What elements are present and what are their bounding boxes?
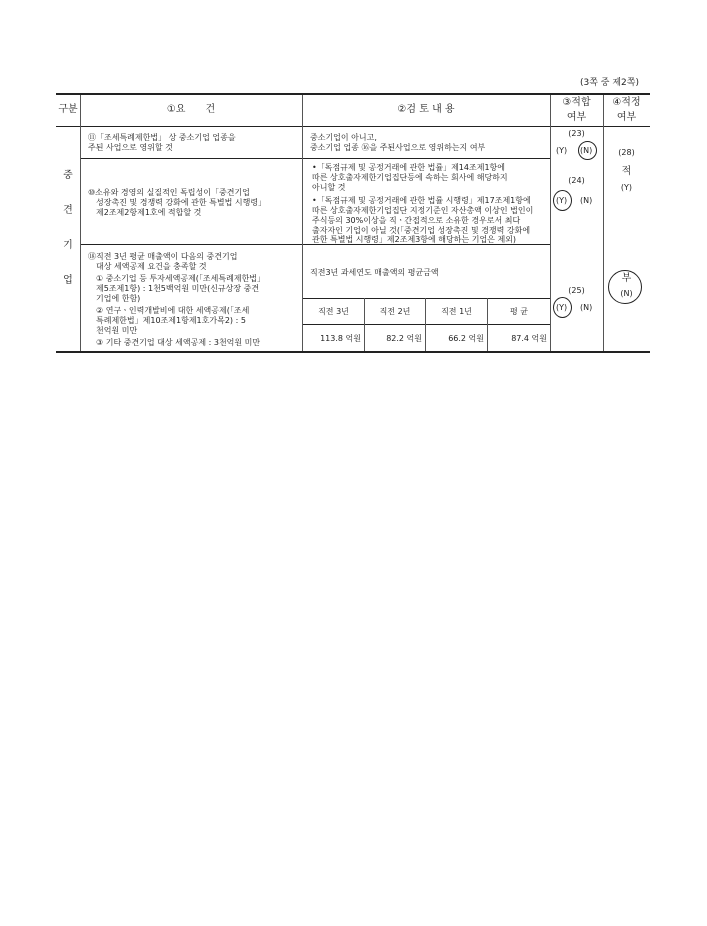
- sales-header-3y: 직전 3년: [318, 307, 349, 316]
- category-char: 기: [63, 240, 73, 251]
- sales-header-1y: 직전 1년: [441, 307, 472, 316]
- row1-review-line: 중소기업 업종 ⑯을 주된사업으로 영위하는지 여부: [310, 143, 486, 152]
- row1-fit-no: (N): [580, 146, 593, 155]
- sales-header-2y: 직전 2년: [379, 307, 411, 316]
- proper-top-number: (28): [618, 148, 635, 157]
- row3-requirement-line: 대상 세액공제 요건을 충족할 것: [88, 262, 207, 271]
- row2-review-b-line: •「독점규제 및 공정거래에 관한 법률 시행령」제17조제1항에: [312, 196, 531, 205]
- row3-fit-no: (N): [580, 303, 593, 312]
- row3-requirement-line: ① 중소기업 등 투자세액공제(「조세특례제한법」: [88, 274, 266, 283]
- row3-requirement-line: 특례제한법」제10조제1항제1호가목2) : 5: [88, 316, 246, 325]
- row1-bottom-border: [80, 158, 551, 159]
- row2-review-a-line: 따른 상호출자제한기업집단등에 속하는 회사에 해당하지: [312, 173, 508, 182]
- header-fit-line2: 여부: [566, 112, 587, 123]
- row3-requirement-line: ② 연구ㆍ인력개발비에 대한 세액공제(「조세: [88, 306, 250, 315]
- table-bottom-border: [56, 351, 650, 353]
- row2-fit-yes: (Y): [556, 196, 568, 205]
- proper-top-label: 적: [621, 166, 632, 177]
- row2-fit-number: (24): [568, 176, 585, 185]
- row3-fit-yes: (Y): [556, 303, 568, 312]
- row3-requirement-line: 천억원 미만: [88, 326, 138, 335]
- header-proper-line1: ④적정: [612, 97, 641, 108]
- row1-no-selected-circle: [578, 141, 597, 160]
- category-char: 견: [63, 205, 73, 216]
- header-fit-line1: ③적합: [562, 97, 591, 108]
- category-char: 업: [63, 275, 73, 286]
- row3-fit-number: (25): [568, 286, 585, 295]
- row3-requirement-line: ③ 기타 중견기업 대상 세액공제 : 3천억원 미만: [88, 338, 261, 347]
- row3-requirement-line: ⑱직전 3년 평균 매출액이 다음의 중견기업: [88, 252, 238, 261]
- row2-review-b-line: 관한 특별법 시행령」제2조제3항에 해당하는 기업은 제외): [312, 235, 517, 244]
- row1-fit-yes: (Y): [556, 146, 568, 155]
- proper-bottom-no: (N): [620, 289, 633, 298]
- row2-review-b-line: 따른 상호출자제한기업집단 지정기준인 자산총액 이상인 법인이: [312, 206, 534, 215]
- row2-requirement-line: ⑩소유와 경영의 실질적인 독립성이「중견기업: [88, 188, 250, 197]
- row3-requirement-line: 기업에 한함): [88, 294, 141, 303]
- sales-value-average: 87.4 억원: [511, 334, 547, 343]
- row2-requirement-line: 성장촉진 및 경쟁력 강화에 관한 특별법 시행령」: [88, 198, 267, 207]
- sales-value-1y: 66.2 억원: [448, 334, 484, 343]
- row1-fit-number: (23): [568, 129, 585, 138]
- row1-requirement-line: 주된 사업으로 영위할 것: [88, 143, 173, 152]
- header-proper-line2: 여부: [616, 112, 637, 123]
- row3-yes-selected-circle: [553, 297, 572, 318]
- row2-fit-no: (N): [580, 196, 593, 205]
- page-number-note: (3쪽 중 제2쪽): [580, 78, 639, 88]
- col-divider-category: [80, 95, 81, 351]
- row2-review-a-line: 아니할 것: [312, 183, 346, 192]
- row3-requirement-line: 제5조제1항) : 1천5백억원 미만(신규상장 중견: [88, 284, 260, 293]
- col-divider-proper: [603, 95, 604, 351]
- proper-bottom-label: 부: [621, 273, 632, 284]
- row2-requirement-line: 제2조제2항제1호에 적합할 것: [88, 208, 202, 217]
- table-top-border: [56, 93, 650, 95]
- sales-header-top-border: [303, 298, 551, 299]
- category-char: 중: [63, 170, 73, 181]
- header-requirement: ①요 건: [166, 104, 216, 115]
- header-bottom-border: [56, 126, 650, 127]
- sales-value-3y: 113.8 억원: [320, 334, 361, 343]
- proper-top-yes: (Y): [620, 183, 633, 192]
- header-review: ②검 토 내 용: [397, 104, 455, 115]
- sales-header-bottom-border: [303, 324, 551, 325]
- row1-requirement-line: ⑪「조세특례제한법」 상 중소기업 업종을: [88, 133, 236, 142]
- row2-review-b-line: 출자자인 기업이 아닐 것(「중견기업 성장촉진 및 경쟁력 강화에: [312, 226, 531, 235]
- row2-yes-selected-circle: [553, 190, 572, 211]
- row2-review-b-line: 주식등의 30%이상을 직ㆍ간접적으로 소유한 경우로서 최다: [312, 216, 521, 225]
- sales-header-average: 평 균: [510, 307, 528, 316]
- sales-value-2y: 82.2 억원: [386, 334, 422, 343]
- row2-review-a-line: •「독점규제 및 공정거래에 관한 법률」제14조제1항에: [312, 163, 505, 172]
- header-category: 구분: [58, 104, 78, 115]
- row3-review-text: 직전3년 과세연도 매출액의 평균금액: [310, 268, 439, 277]
- row1-review-line: 중소기업이 아니고,: [310, 133, 377, 142]
